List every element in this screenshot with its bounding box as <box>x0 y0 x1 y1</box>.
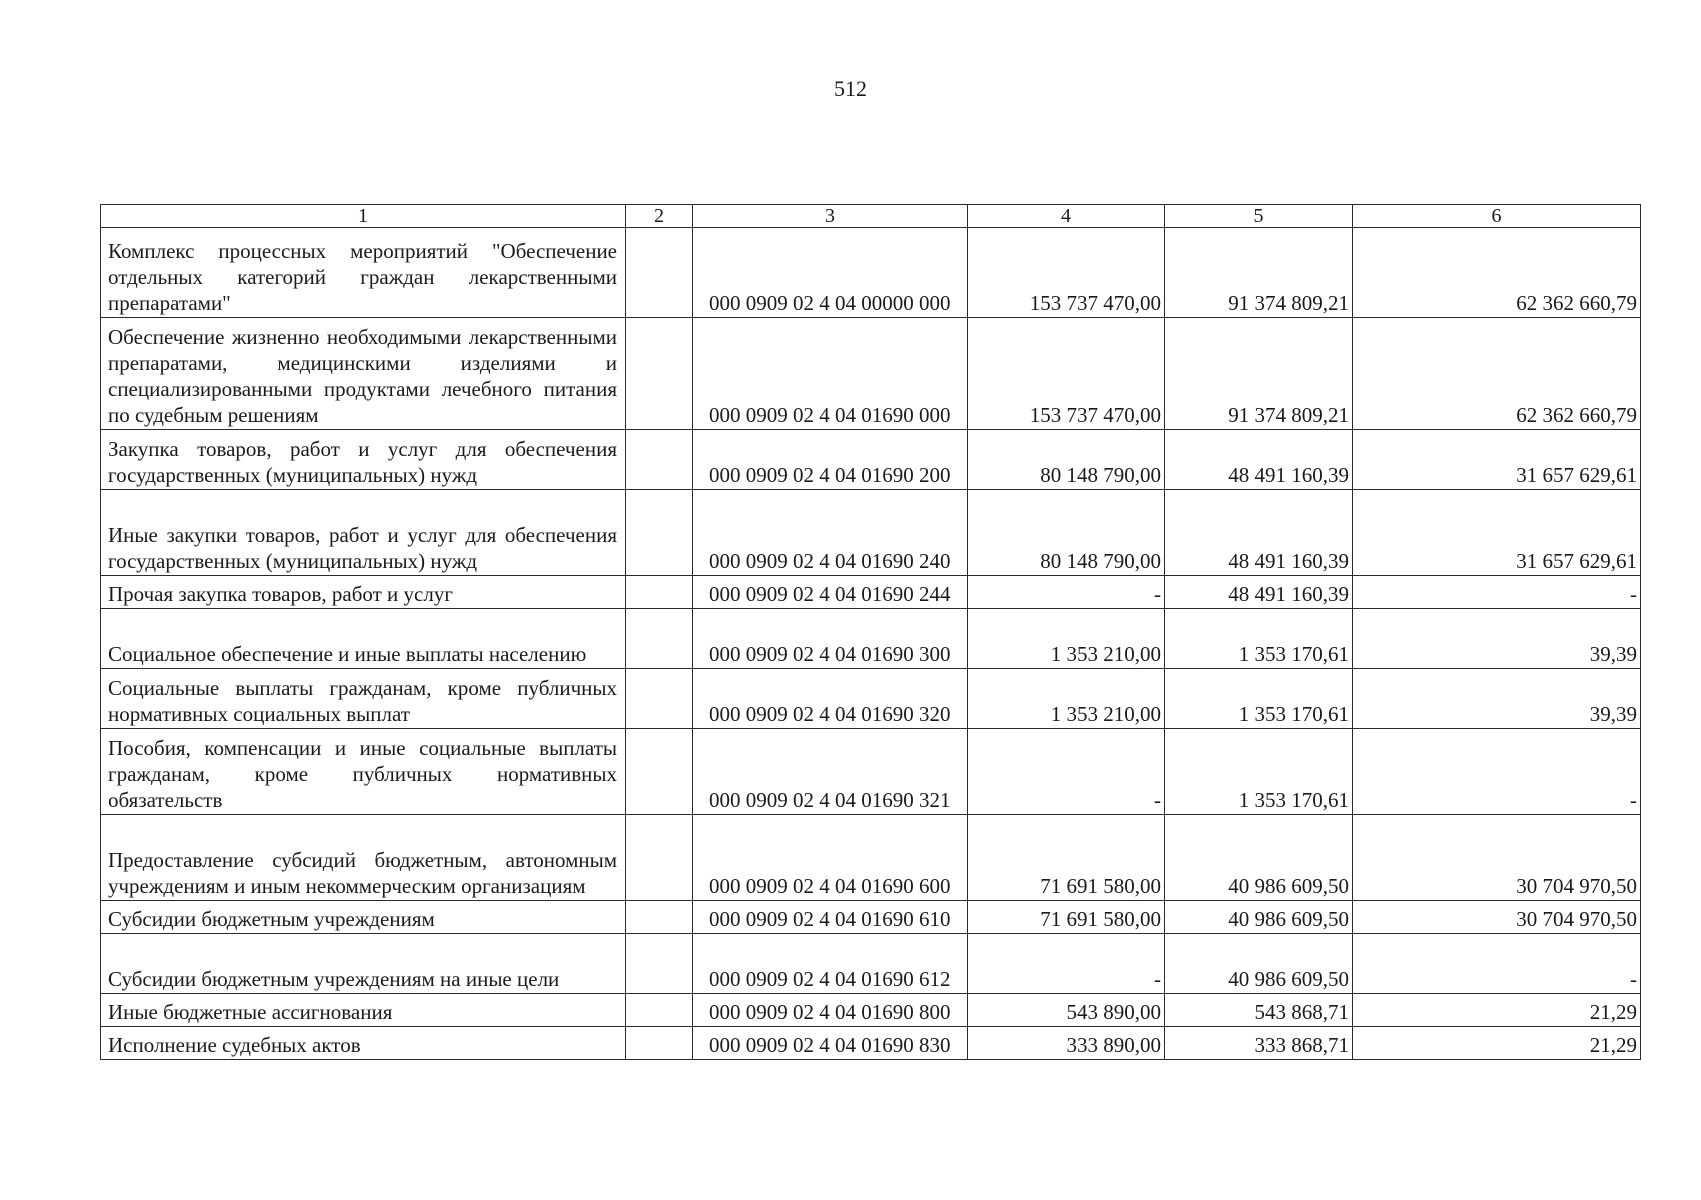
row-remaining: - <box>1353 576 1641 609</box>
row-remaining: 39,39 <box>1353 609 1641 669</box>
row-approved: 71 691 580,00 <box>968 901 1165 934</box>
row-code: 000 0909 02 4 04 01690 244 <box>693 576 968 609</box>
row-code: 000 0909 02 4 04 01690 830 <box>693 1027 968 1060</box>
table-row <box>101 318 1641 430</box>
row-name: Закупка товаров, работ и услуг для обеспечения государственных (муниципальных) нужд <box>101 430 626 490</box>
row-name: Субсидии бюджетным учреждениям на иные цели <box>101 934 626 994</box>
row-approved: 333 890,00 <box>968 1027 1165 1060</box>
row-col2 <box>626 228 693 318</box>
budget-table <box>100 204 1641 1060</box>
row-col2 <box>626 669 693 729</box>
row-approved: 71 691 580,00 <box>968 815 1165 901</box>
row-name: Обеспечение жизненно необходимыми лекарственными препаратами, медицинскими изделиями и специализированными продуктами лечебного питания по судебным решениям <box>101 318 626 430</box>
row-col2 <box>626 901 693 934</box>
table-row <box>101 729 1641 815</box>
row-col2 <box>626 490 693 576</box>
row-remaining: - <box>1353 729 1641 815</box>
row-remaining: 21,29 <box>1353 994 1641 1027</box>
column-header: 2 <box>626 205 693 228</box>
row-approved: - <box>968 729 1165 815</box>
row-col2 <box>626 729 693 815</box>
row-approved: 543 890,00 <box>968 994 1165 1027</box>
row-name: Предоставление субсидий бюджетным, автономным учреждениям и иным некоммерческим организациям <box>101 815 626 901</box>
row-approved: 80 148 790,00 <box>968 430 1165 490</box>
column-header: 3 <box>693 205 968 228</box>
table-row <box>101 228 1641 318</box>
row-col2 <box>626 815 693 901</box>
row-code: 000 0909 02 4 04 01690 200 <box>693 430 968 490</box>
row-code: 000 0909 02 4 04 00000 000 <box>693 228 968 318</box>
row-remaining: 62 362 660,79 <box>1353 318 1641 430</box>
row-executed: 1 353 170,61 <box>1165 669 1353 729</box>
row-code: 000 0909 02 4 04 01690 240 <box>693 490 968 576</box>
column-header: 1 <box>101 205 626 228</box>
row-executed: 1 353 170,61 <box>1165 729 1353 815</box>
row-code: 000 0909 02 4 04 01690 300 <box>693 609 968 669</box>
row-code: 000 0909 02 4 04 01690 612 <box>693 934 968 994</box>
row-approved: 1 353 210,00 <box>968 669 1165 729</box>
row-remaining: 31 657 629,61 <box>1353 490 1641 576</box>
row-remaining: 39,39 <box>1353 669 1641 729</box>
table-row <box>101 994 1641 1027</box>
row-remaining: 21,29 <box>1353 1027 1641 1060</box>
table-row <box>101 576 1641 609</box>
row-approved: - <box>968 934 1165 994</box>
row-code: 000 0909 02 4 04 01690 800 <box>693 994 968 1027</box>
table-row <box>101 815 1641 901</box>
row-executed: 543 868,71 <box>1165 994 1353 1027</box>
row-approved: 1 353 210,00 <box>968 609 1165 669</box>
row-name: Иные бюджетные ассигнования <box>101 994 626 1027</box>
table-row <box>101 901 1641 934</box>
row-executed: 40 986 609,50 <box>1165 815 1353 901</box>
row-approved: - <box>968 576 1165 609</box>
row-code: 000 0909 02 4 04 01690 610 <box>693 901 968 934</box>
row-executed: 48 491 160,39 <box>1165 576 1353 609</box>
row-executed: 48 491 160,39 <box>1165 490 1353 576</box>
row-name: Прочая закупка товаров, работ и услуг <box>101 576 626 609</box>
row-code: 000 0909 02 4 04 01690 320 <box>693 669 968 729</box>
row-executed: 1 353 170,61 <box>1165 609 1353 669</box>
row-col2 <box>626 430 693 490</box>
row-code: 000 0909 02 4 04 01690 321 <box>693 729 968 815</box>
table-row <box>101 669 1641 729</box>
column-header: 6 <box>1353 205 1641 228</box>
row-executed: 91 374 809,21 <box>1165 318 1353 430</box>
row-col2 <box>626 934 693 994</box>
row-code: 000 0909 02 4 04 01690 000 <box>693 318 968 430</box>
row-col2 <box>626 994 693 1027</box>
row-approved: 153 737 470,00 <box>968 318 1165 430</box>
row-executed: 48 491 160,39 <box>1165 430 1353 490</box>
row-name: Иные закупки товаров, работ и услуг для обеспечения государственных (муниципальных) нужд <box>101 490 626 576</box>
row-executed: 91 374 809,21 <box>1165 228 1353 318</box>
row-name: Социальные выплаты гражданам, кроме публичных нормативных социальных выплат <box>101 669 626 729</box>
row-col2 <box>626 318 693 430</box>
table-row <box>101 609 1641 669</box>
row-executed: 40 986 609,50 <box>1165 901 1353 934</box>
row-remaining: - <box>1353 934 1641 994</box>
row-col2 <box>626 576 693 609</box>
row-code: 000 0909 02 4 04 01690 600 <box>693 815 968 901</box>
row-remaining: 62 362 660,79 <box>1353 228 1641 318</box>
column-header: 4 <box>968 205 1165 228</box>
row-name: Социальное обеспечение и иные выплаты населению <box>101 609 626 669</box>
row-executed: 333 868,71 <box>1165 1027 1353 1060</box>
row-name: Комплекс процессных мероприятий "Обеспечение отдельных категорий граждан лекарственными препаратами" <box>101 228 626 318</box>
row-col2 <box>626 1027 693 1060</box>
row-executed: 40 986 609,50 <box>1165 934 1353 994</box>
row-remaining: 30 704 970,50 <box>1353 901 1641 934</box>
row-approved: 80 148 790,00 <box>968 490 1165 576</box>
row-remaining: 31 657 629,61 <box>1353 430 1641 490</box>
column-header: 5 <box>1165 205 1353 228</box>
row-approved: 153 737 470,00 <box>968 228 1165 318</box>
row-name: Исполнение судебных актов <box>101 1027 626 1060</box>
column-number-row <box>101 205 1641 228</box>
row-remaining: 30 704 970,50 <box>1353 815 1641 901</box>
table-row <box>101 934 1641 994</box>
table-row <box>101 1027 1641 1060</box>
table-row <box>101 430 1641 490</box>
row-name: Субсидии бюджетным учреждениям <box>101 901 626 934</box>
row-name: Пособия, компенсации и иные социальные выплаты гражданам, кроме публичных нормативных обязательств <box>101 729 626 815</box>
row-col2 <box>626 609 693 669</box>
page-number: 512 <box>834 76 867 101</box>
table-row <box>101 490 1641 576</box>
